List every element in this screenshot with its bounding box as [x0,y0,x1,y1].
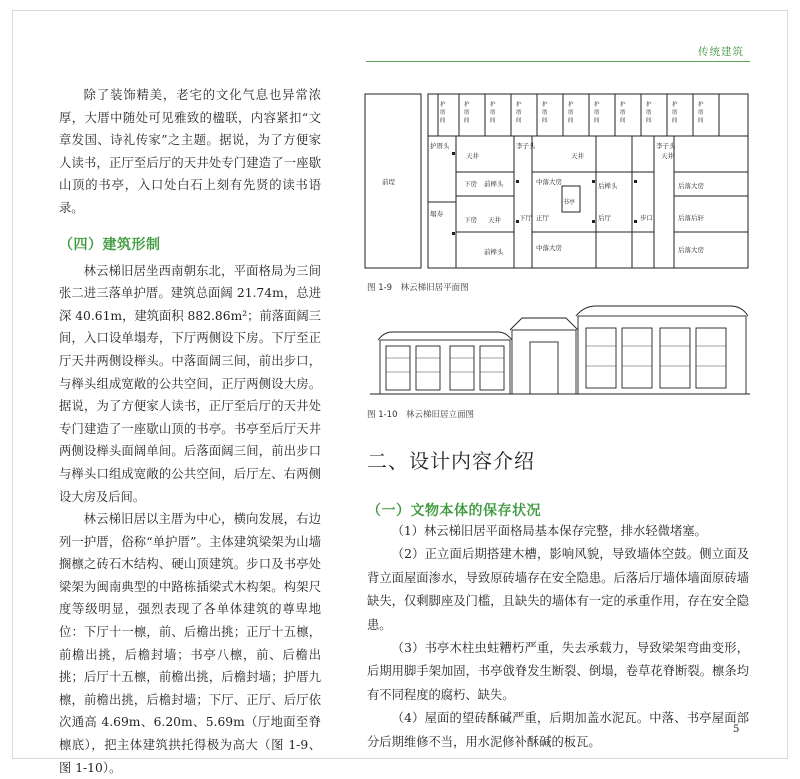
svg-text:间: 间 [464,118,470,124]
svg-text:护: 护 [464,102,470,108]
svg-text:厝: 厝 [672,110,678,116]
plan-label-shuting: 书亭 [563,199,576,206]
figure-1-10-caption: 图 1-10 林云梯旧居立面图 [367,410,474,420]
section-title: 二、设计内容介绍 [367,449,535,473]
condition-item-4: （4）屋面的望砖酥碱严重，后期加盖水泥瓦。中落、书亭屋面部分后期维修不当，用水泥修补酥碱的板瓦。 [367,711,749,749]
plan-label-tianjing-2: 天井 [488,216,501,224]
svg-text:间: 间 [568,118,574,124]
plan-label-houjutou: 后榉头 [598,182,618,190]
svg-text:厝: 厝 [516,110,522,116]
svg-text:护: 护 [568,102,574,108]
plan-label-houluo-dafang-2: 后落大房 [678,246,704,254]
svg-text:护: 护 [594,102,600,108]
svg-text:间: 间 [594,118,600,124]
svg-text:护: 护 [672,102,678,108]
plan-label-lizitou-2: 李子头 [656,142,676,150]
svg-text:间: 间 [646,118,652,124]
plan-label-zhongluo-dafang-2: 中落大房 [536,244,562,252]
heading-building-form: （四）建筑形制 [59,236,161,253]
page-number: 5 [733,724,740,735]
plan-label-houluo-dafang-1: 后落大房 [678,182,704,190]
subsection-title: （一）文物本体的保存状况 [367,503,541,519]
svg-text:厝: 厝 [464,110,470,116]
paragraph-culture: 除了装饰精美，老宅的文化气息也异常浓厚，大厝中随处可见雅致的楹联，内容紧扣“文章发国、诗礼传家”之主题。据说，为了方便家人读书，正厅至后厅的天井处专门建造了一座歇山顶的书亭，入口处白石上刻有先贤的读书语录。 [59,88,321,215]
svg-text:厝: 厝 [490,110,496,116]
svg-text:间: 间 [672,118,678,124]
plan-top-rooms [440,100,704,124]
plan-label-hucuotou: 护厝头 [430,142,450,150]
svg-text:厝: 厝 [698,110,704,116]
svg-text:厝: 厝 [620,110,626,116]
svg-text:护: 护 [490,102,496,108]
paragraph-layout: 林云梯旧居坐西南朝东北，平面格局为三间张二进三落单护厝。建筑总面阔 21.74m，总进深 40.61m，建筑面积 882.86m²；前落面阔三间，入口设单塌寿，下厅两侧设下房。下厅至正厅天井两侧设榉头。中落面阔三间，前出步口，与榉头组成宽敞的公共空间，正厅两侧设大房。据说，为了方便家人读书，正厅至后厅的天井处专门建造了一座歇山顶的书亭。书亭至后厅天井两侧设榉头面阔单间。后落面阔三间，前出步口与榉头口组成宽敞的公共空间，后厅左、右两侧设大房及后间。 [59,263,321,504]
svg-text:护: 护 [698,102,704,108]
header-rule [366,61,750,62]
svg-text:护: 护 [542,102,548,108]
header-category: 传统建筑 [698,46,744,58]
svg-text:厝: 厝 [542,110,548,116]
plan-label-tianjing-4: 天井 [661,152,674,160]
svg-text:间: 间 [516,118,522,124]
plan-label-houluo-houxuan: 后落后轩 [678,214,704,222]
condition-item-1: （1）林云梯旧居平面格局基本保存完整，排水轻微堵塞。 [391,524,707,538]
elevation-figure [370,302,750,396]
svg-text:间: 间 [490,118,496,124]
svg-text:厝: 厝 [440,110,446,116]
svg-text:厝: 厝 [646,110,652,116]
plan-label-qianjutou-2: 前榉头 [484,248,504,256]
svg-text:护: 护 [516,102,522,108]
right-column [367,520,749,754]
svg-text:护: 护 [646,102,652,108]
plan-label-front-yard: 前埕 [382,178,395,186]
plan-label-tianjing-1: 天井 [466,152,479,160]
left-column [59,84,321,779]
plan-label-zhengting: 正厅 [536,214,549,222]
condition-item-3: （3）书亭木柱虫蛀糟朽严重，失去承载力，导致梁架弯曲变形，后期用脚手架加固，书亭戗脊发生断裂、倒塌，卷草花脊断裂。檩条均有不同程度的腐朽、缺失。 [367,641,749,702]
plan-label-xiafang-1: 下房 [464,180,477,188]
svg-text:护: 护 [440,102,446,108]
paragraph-structure: 林云梯旧居以主厝为中心，横向发展，右边列一护厝，俗称“单护厝”。主体建筑梁架为山墙搁檩之砖石木结构、硬山顶建筑。步口及书亭处梁架为闽南典型的中路栋插梁式木构架。构架尺度等级明显，强烈表现了各单体建筑的尊卑地位：下厅十一檩，前、后檐出挑；正厅十五檩，前檐出挑，后檐封墙；书亭八檩，前、后檐出挑；后厅十五檩，前檐出挑，后檐封墙；护厝九檩，前檐出挑，后檐封墙；下厅、正厅、后厅依次通高 4.69m、6.20m、5.69m（厅地面至脊檩底），把主体建筑拱托得极为高大（图 1-9、图 1-10）。 [59,512,321,775]
svg-text:厝: 厝 [594,110,600,116]
floor-plan-figure [364,92,750,272]
svg-text:间: 间 [440,118,446,124]
plan-label-tashou: 塌寿 [430,210,443,218]
condition-item-2: （2）正立面后期搭建木槽，影响风貌，导致墙体空鼓。侧立面及背立面屋面渗水，导致原砖墙存在安全隐患。后落后厅墙体墙面原砖墙缺失，仅剩脚座及门槛，且缺失的墙体有一定的承重作用，存在安全隐患。 [367,547,749,632]
plan-label-zhongluo-dafang-1: 中落大房 [536,178,562,186]
svg-text:护: 护 [620,102,626,108]
svg-text:厝: 厝 [568,110,574,116]
plan-label-lizitou-1: 李子头 [516,142,536,150]
svg-text:间: 间 [620,118,626,124]
figure-1-9-caption: 图 1-9 林云梯旧居平面图 [367,283,469,293]
plan-label-xiafang-2: 下房 [464,216,477,224]
plan-label-qianjutou-1: 前榉头 [484,180,504,188]
plan-label-buko: 步口 [640,214,653,222]
svg-text:间: 间 [542,118,548,124]
plan-label-jiuting: 后厅 [598,214,611,222]
plan-label-tianjing-3: 天井 [571,152,584,160]
svg-text:间: 间 [698,118,704,124]
plan-label-xiating: 下厅 [519,214,532,222]
